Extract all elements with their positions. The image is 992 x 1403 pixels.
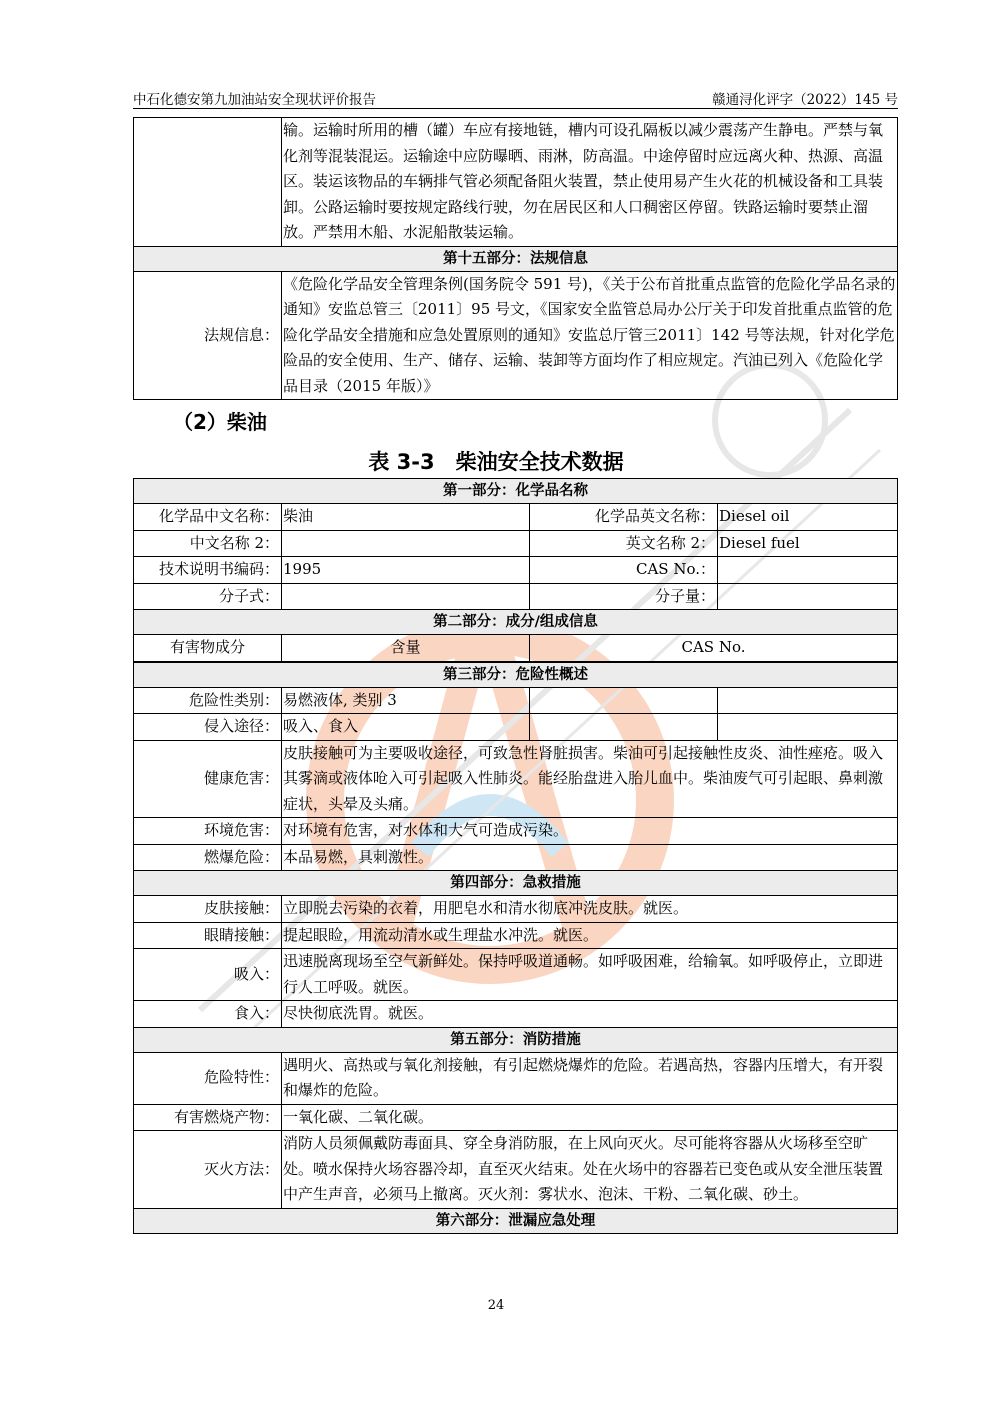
table-row <box>134 635 898 662</box>
section-header-15: 第十五部分：法规信息 <box>134 246 898 271</box>
formula-label: 分子式： <box>134 583 282 610</box>
empty-cell <box>530 687 718 714</box>
table-row <box>134 583 898 610</box>
table-title: 表 3-3 柴油安全技术数据 <box>368 450 624 474</box>
comp-header-cas: CAS No. <box>530 635 898 662</box>
skin-contact-label: 皮肤接触： <box>134 896 282 923</box>
cn-name2-label: 中文名称 2： <box>134 530 282 557</box>
health-hazard-label: 健康危害： <box>134 740 282 818</box>
skin-contact-text: 立即脱去污染的衣着，用肥皂水和清水彻底冲洗皮肤。就医。 <box>282 896 898 923</box>
header-report-title: 中石化德安第九加油站安全现状评价报告 <box>133 92 376 108</box>
empty-cell <box>718 714 898 741</box>
en-name-value: Diesel oil <box>718 504 898 531</box>
empty-label-cell <box>134 118 282 247</box>
table-row <box>134 740 898 818</box>
table-row <box>134 530 898 557</box>
en-name2-value: Diesel fuel <box>718 530 898 557</box>
cas-label: CAS No.： <box>530 557 718 584</box>
table-row <box>134 504 898 531</box>
continuation-table <box>133 117 898 400</box>
extinguish-label: 灭火方法： <box>134 1131 282 1209</box>
regulation-label: 法规信息： <box>134 271 282 400</box>
ingestion-text: 尽快彻底洗胃。就医。 <box>282 1001 898 1028</box>
env-hazard-label: 环境危害： <box>134 818 282 845</box>
cn-name2-value <box>282 530 530 557</box>
section-header-6: 第六部分：泄漏应急处理 <box>134 1208 898 1233</box>
cn-name-value: 柴油 <box>282 504 530 531</box>
eye-contact-label: 眼睛接触： <box>134 922 282 949</box>
en-name-label: 化学品英文名称： <box>530 504 718 531</box>
table-row <box>134 1104 898 1131</box>
table-row <box>134 844 898 871</box>
table-row <box>134 714 898 741</box>
table-row <box>134 246 898 271</box>
formula-value <box>282 583 530 610</box>
ingestion-label: 食入： <box>134 1001 282 1028</box>
table-row <box>134 271 898 400</box>
hazard-class-label: 危险性类别： <box>134 687 282 714</box>
section-header-4: 第四部分：急救措施 <box>134 871 898 896</box>
empty-cell <box>718 687 898 714</box>
subheading-diesel: （2）柴油 <box>173 410 267 434</box>
hazard-class-value: 易燃液体, 类别 3 <box>282 687 530 714</box>
eye-contact-text: 提起眼睑，用流动清水或生理盐水冲洗。就医。 <box>282 922 898 949</box>
inhalation-text: 迅速脱离现场至空气新鲜处。保持呼吸道通畅。如呼吸困难，给输氧。如呼吸停止，立即进行人工呼吸。就医。 <box>282 949 898 1001</box>
en-name2-label: 英文名称 2： <box>530 530 718 557</box>
regulation-text: 《危险化学品安全管理条例(国务院令 591 号)，《关于公布首批重点监管的危险化学品名录的通知》安监总管三〔2011〕95 号文，《国家安全监管总局办公厅关于印发首批重点监管的危险化学品安全措施和应急处置原则的通知》安监总厅管三2011〕142 号等法规，针对化学危险品的安全使用、生产、储存、运输、装卸等方面均作了相应规定。汽油已列入《危险化学品目录（2015 年版）》 <box>282 271 898 400</box>
empty-cell <box>530 714 718 741</box>
fire-hazard-label: 燃爆危险： <box>134 844 282 871</box>
section-header-2: 第二部分：成分/组成信息 <box>134 610 898 635</box>
combustion-products-label: 有害燃烧产物： <box>134 1104 282 1131</box>
danger-char-label: 危险特性： <box>134 1052 282 1104</box>
table-row <box>134 1052 898 1104</box>
comp-header-content: 含量 <box>282 635 530 662</box>
combustion-products-text: 一氧化碳、二氧化碳。 <box>282 1104 898 1131</box>
header-report-number: 赣通浔化评字（2022）145 号 <box>712 92 898 108</box>
table-row <box>134 118 898 247</box>
tech-code-label: 技术说明书编码： <box>134 557 282 584</box>
mw-label: 分子量： <box>530 583 718 610</box>
table-row <box>134 896 898 923</box>
health-hazard-text: 皮肤接触可为主要吸收途径，可致急性肾脏损害。柴油可引起接触性皮炎、油性痤疮。吸入其雾滴或液体呛入可引起吸入性肺炎。能经胎盘进入胎儿血中。柴油废气可引起眼、鼻刺激症状，头晕及头痛。 <box>282 740 898 818</box>
section-header-3: 第三部分：危险性概述 <box>134 662 898 687</box>
cas-value <box>718 557 898 584</box>
table-row <box>134 557 898 584</box>
page-header <box>133 88 898 109</box>
inhalation-label: 吸入： <box>134 949 282 1001</box>
comp-header-substance: 有害物成分 <box>134 635 282 662</box>
table-row <box>134 818 898 845</box>
table-row <box>134 687 898 714</box>
transport-text: 输。运输时所用的槽（罐）车应有接地链，槽内可设孔隔板以减少震荡产生静电。严禁与氧化剂等混装混运。运输途中应防曝晒、雨淋，防高温。中途停留时应远离火种、热源、高温区。装运该物品的车辆排气管必须配备阻火装置，禁止使用易产生火花的机械设备和工具装卸。公路运输时要按规定路线行驶，勿在居民区和人口稠密区停留。铁路运输时要禁止溜放。严禁用木船、水泥船散装运输。 <box>282 118 898 247</box>
section-header-1: 第一部分：化学品名称 <box>134 479 898 504</box>
table-row <box>134 949 898 1001</box>
route-value: 吸入、食入 <box>282 714 530 741</box>
env-hazard-text: 对环境有危害，对水体和大气可造成污染。 <box>282 818 898 845</box>
route-label: 侵入途径： <box>134 714 282 741</box>
section-header-5: 第五部分：消防措施 <box>134 1027 898 1052</box>
fire-hazard-text: 本品易燃，具刺激性。 <box>282 844 898 871</box>
mw-value <box>718 583 898 610</box>
page-number: 24 <box>487 1298 505 1313</box>
table-row <box>134 922 898 949</box>
table-row <box>134 1001 898 1028</box>
diesel-safety-table <box>133 478 898 1234</box>
tech-code-value: 1995 <box>282 557 530 584</box>
danger-char-text: 遇明火、高热或与氧化剂接触，有引起燃烧爆炸的危险。若遇高热，容器内压增大，有开裂和爆炸的危险。 <box>282 1052 898 1104</box>
extinguish-text: 消防人员须佩戴防毒面具、穿全身消防服，在上风向灭火。尽可能将容器从火场移至空旷处。喷水保持火场容器冷却，直至灭火结束。处在火场中的容器若已变色或从安全泄压装置中产生声音，必须马上撤离。灭火剂：雾状水、泡沫、干粉、二氧化碳、砂土。 <box>282 1131 898 1209</box>
cn-name-label: 化学品中文名称： <box>134 504 282 531</box>
table-row <box>134 1131 898 1209</box>
